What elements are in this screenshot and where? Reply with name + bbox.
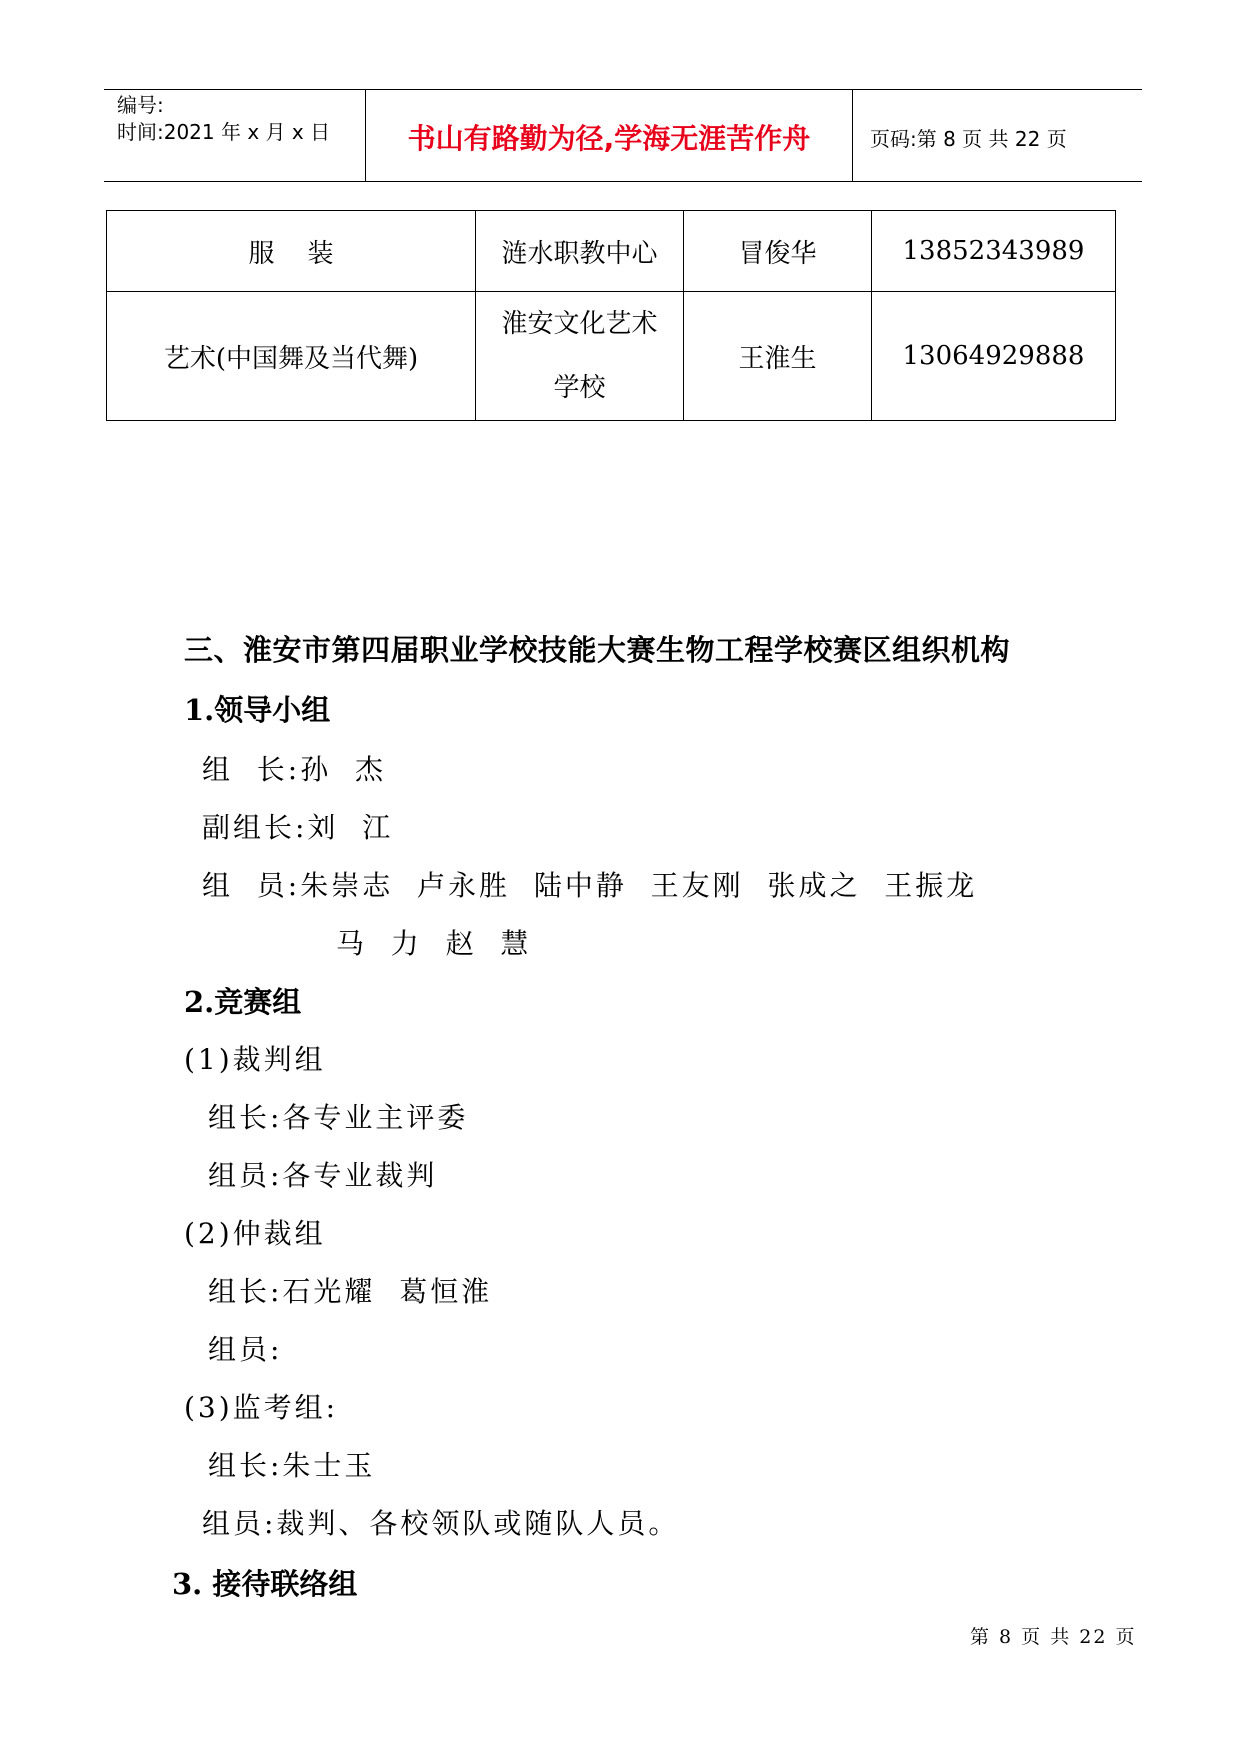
serial-number-label: 编号: [117, 93, 164, 117]
table-row [107, 292, 1116, 421]
leader-line: 组 长:孙 杰 [202, 753, 387, 786]
supervision-leader-line: 组长:朱士玉 [208, 1449, 376, 1482]
date-label: 时间:2021 年 x 月 x 日 [117, 120, 331, 144]
major-cell: 艺术(中国舞及当代舞) [107, 292, 476, 421]
header-page-info: 页码:第 8 页 共 22 页 [870, 127, 1067, 151]
contact-table [106, 210, 1116, 421]
person-cell: 冒俊华 [684, 211, 872, 292]
school-cell [476, 292, 684, 421]
arbitration-leader-line: 组长:石光耀 葛恒淮 [208, 1275, 493, 1308]
supervision-members-line: 组员:裁判、各校领队或随队人员。 [202, 1507, 680, 1540]
header-bottom-rule [104, 181, 1142, 182]
competition-title: 2.竞赛组 [184, 985, 302, 1019]
motto: 书山有路勤为径,学海无涯苦作舟 [407, 122, 811, 155]
arbitration-members-line: 组员: [208, 1333, 283, 1366]
reception-title: 3. 接待联络组 [172, 1567, 358, 1601]
header-divider-left [365, 90, 366, 182]
arbitration-title: (2)仲裁组 [184, 1217, 326, 1250]
header-top-rule [104, 89, 1142, 90]
school-line-2: 学校 [553, 373, 606, 403]
judges-title: (1)裁判组 [184, 1043, 326, 1076]
members-line: 组 员:朱崇志 卢永胜 陆中静 王友刚 张成之 王振龙 [202, 869, 978, 902]
judges-members-line: 组员:各专业裁判 [208, 1159, 438, 1192]
deputy-line: 副组长:刘 江 [202, 811, 394, 844]
page-footer: 第 8 页 共 22 页 [970, 1626, 1137, 1648]
major-cell: 服 装 [107, 211, 476, 292]
school-line-1: 淮安文化艺术 [501, 309, 658, 339]
members-continued-line: 马 力 赵 慧 [336, 927, 532, 960]
header-divider-right [852, 90, 853, 182]
leadership-title: 1.领导小组 [184, 693, 331, 727]
phone-cell: 13852343989 [872, 211, 1116, 292]
person-cell: 王淮生 [684, 292, 872, 421]
table-row [107, 211, 1116, 292]
judges-leader-line: 组长:各专业主评委 [208, 1101, 469, 1134]
section-heading: 三、淮安市第四届职业学校技能大赛生物工程学校赛区组织机构 [184, 633, 1011, 667]
school-cell: 涟水职教中心 [476, 211, 684, 292]
supervision-title: (3)监考组: [184, 1391, 339, 1424]
phone-cell: 13064929888 [872, 292, 1116, 421]
